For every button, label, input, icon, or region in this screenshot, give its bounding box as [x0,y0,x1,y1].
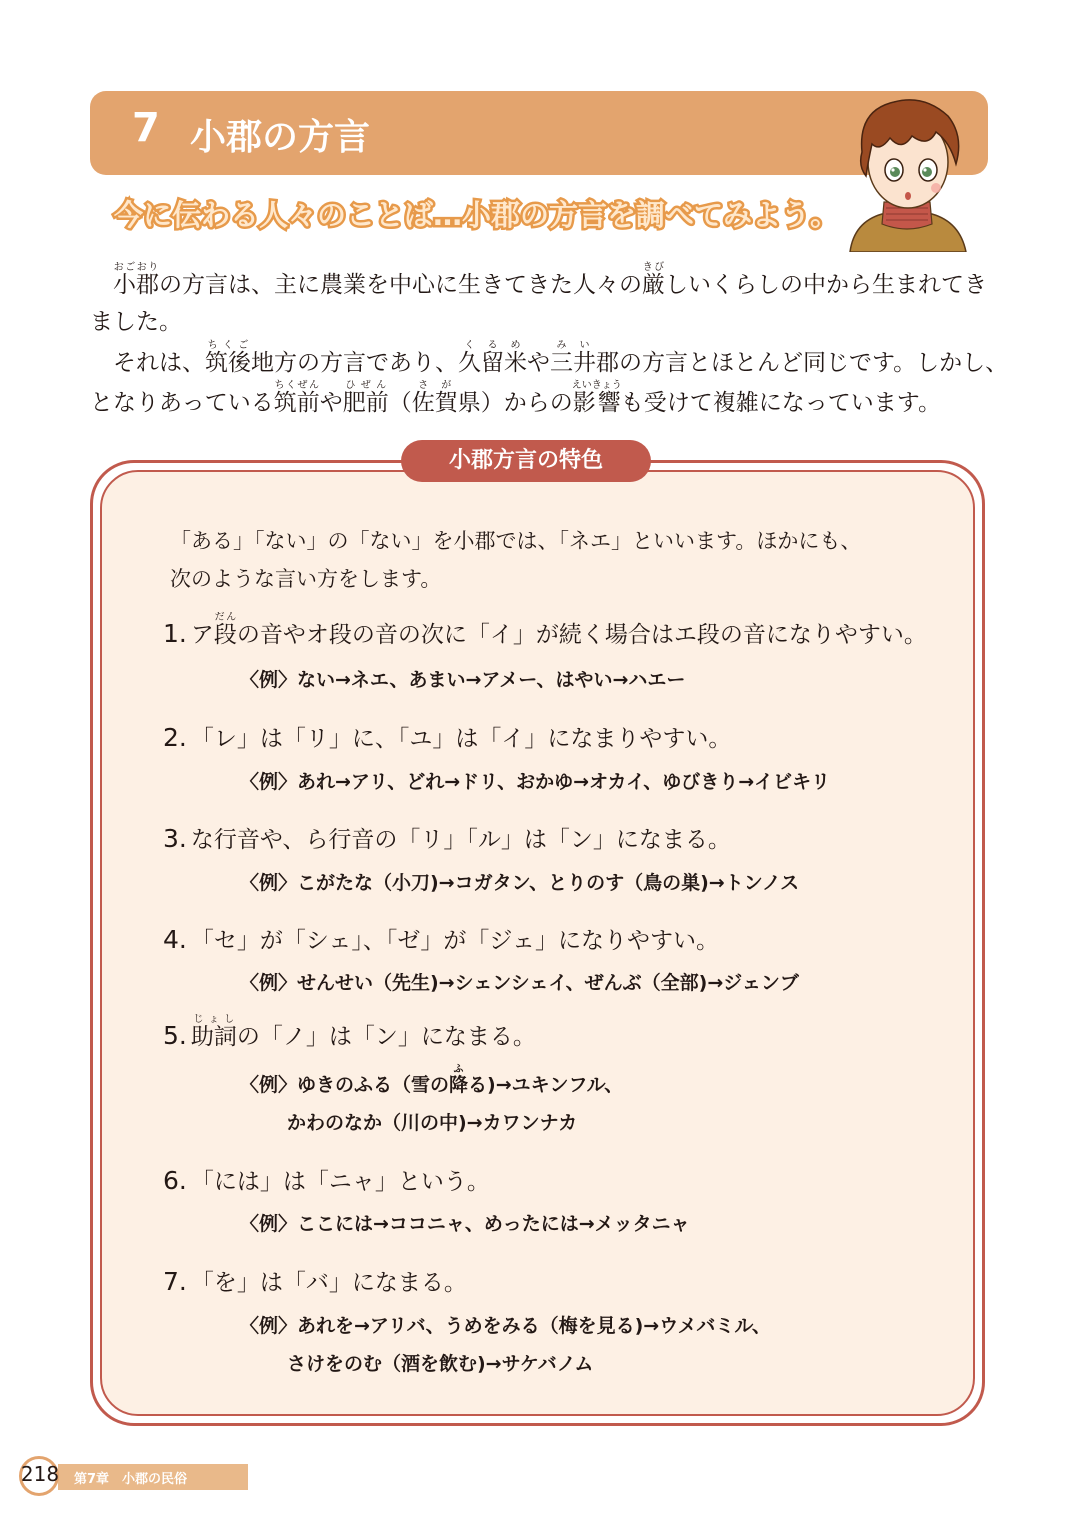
box-intro-line-1: 「ある」「ない」の「ない」を小郡では、「ネエ」といいます。ほかにも、 [170,529,862,553]
rule-5-example-continued: かわのなか（川の中)→カワンナカ [287,1112,578,1134]
rule-6-example: 〈例〉ここには→ココニャ、めったには→メッタニャ [240,1213,690,1235]
box-intro-line-2: 次のような言い方をします。 [170,567,442,591]
footer-chapter-label: 第7章 小郡の民俗 [74,1472,188,1487]
box-intro-text [170,522,861,598]
intro-text [90,262,1009,422]
girl-character-illustration [832,92,982,252]
intro-paragraph-1-line-1: 小郡おごおりの方言は、主に農業を中心に生きてきた人々の厳きびしいくらしの中から生まれてき [113,262,987,298]
section-number: 7 [132,105,162,151]
rule-4-title: 4. 「セ」が「シェ」、「ゼ」が「ジェ」になりやすい。 [163,925,719,954]
rule-6-title: 6. 「には」は「ニャ」という。 [163,1166,490,1195]
rule-1-example: 〈例〉ない→ネエ、あまい→アメー、はやい→ハエー [240,669,686,691]
section-title: 小郡の方言 [190,117,371,158]
intro-paragraph-2-line-1: それは、筑後ちくご地方の方言であり、久留米くるめや三井みい郡の方言とほとんど同じです。しかし、 [113,340,1009,376]
rule-2-title: 2. 「レ」は「リ」に、「ユ」は「イ」になまりやすい。 [163,723,732,752]
page-number: 218 [20,1462,60,1486]
rule-4-example: 〈例〉せんせい（先生)→シェンシェイ、ぜんぶ（全部)→ジェンブ [240,972,799,994]
dialect-features-heading: 小郡方言の特色 [401,440,651,482]
rule-3-example: 〈例〉こがたな（小刀)→コガタン、とりのす（鳥の巣)→トンノス [240,872,800,894]
rule-2-example: 〈例〉あれ→アリ、どれ→ドリ、おかゆ→オカイ、ゆびきり→イビキリ [240,771,831,793]
intro-paragraph-1-line-2: ました。 [90,309,182,335]
rule-3-title: 3. な行音や、ら行音の「リ」「ル」は「ン」になまる。 [163,824,731,853]
section-subtitle: 今に伝わる人々のことば…小郡の方言を調べてみよう。 [114,198,840,232]
rule-5-title: 5. 助詞じょしの「ノ」は「ン」になまる。 [163,1014,536,1050]
intro-paragraph-2-line-2: となりあっている筑前ちくぜんや肥前ひぜん（佐賀さが県）からの影響えいきょうも受けて複雑になっています。 [90,380,941,416]
rule-5-example: 〈例〉ゆきのふる（雪の降ふる)→ユキンフル、 [240,1064,624,1096]
rule-7-example-continued: さけをのむ（酒を飲む)→サケバノム [287,1353,594,1375]
rule-7-title: 7. 「を」は「バ」になまる。 [163,1267,467,1296]
rule-7-example: 〈例〉あれを→アリバ、うめをみる（梅を見る)→ウメバミル、 [240,1315,771,1337]
rule-1-title: 1. ア段だんの音やオ段の音の次に「イ」が続く場合はエ段の音になりやすい。 [163,612,927,648]
